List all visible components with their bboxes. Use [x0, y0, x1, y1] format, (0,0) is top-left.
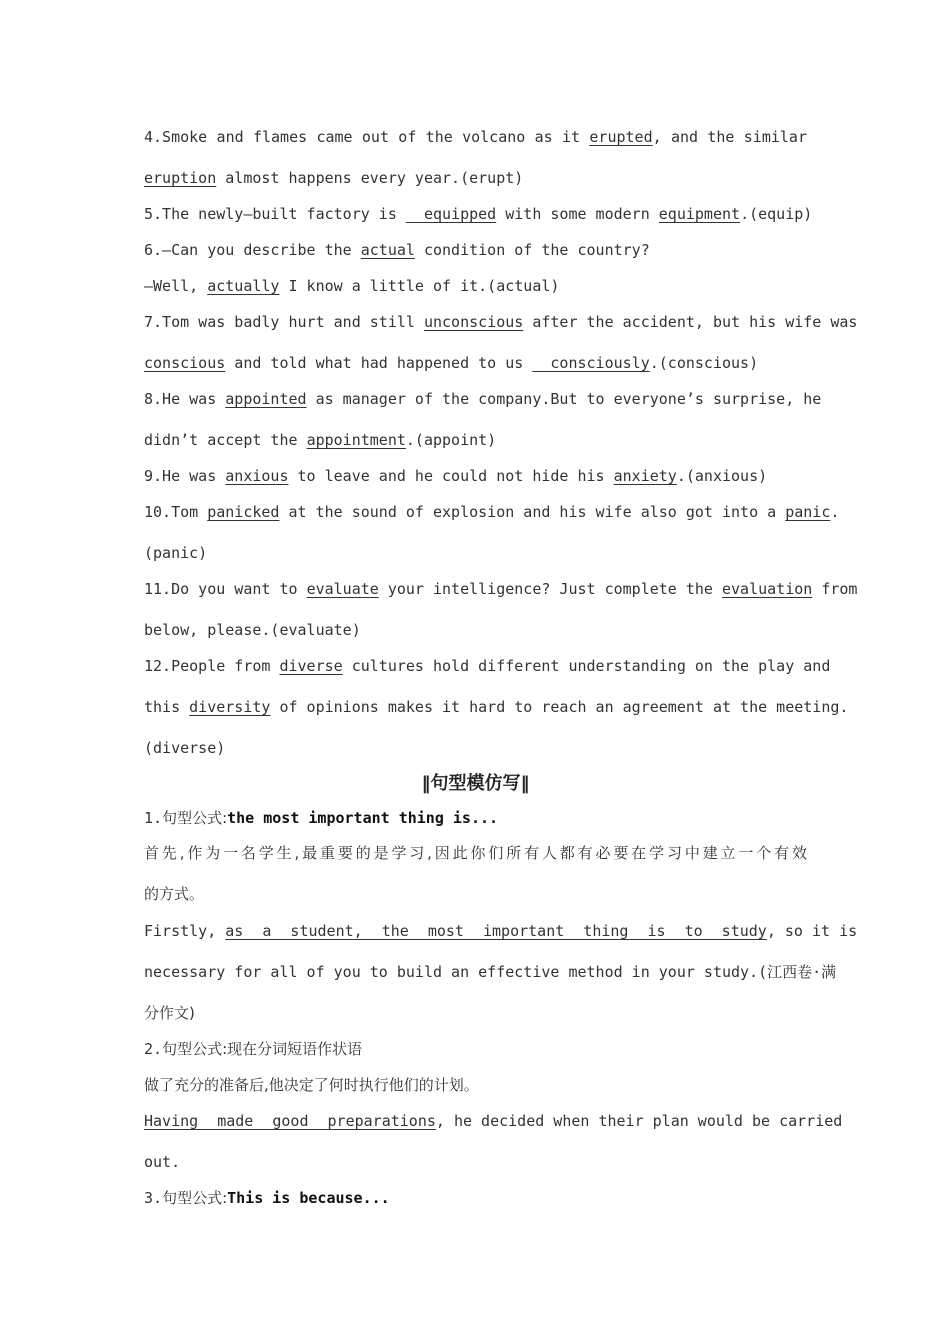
- q6-line-2: —Well, actually I know a little of it.(actual): [144, 277, 560, 295]
- q8-line-1: 8.He was appointed as manager of the company.But to everyone’s surprise, he: [144, 390, 822, 408]
- pattern-3-title: 3.句型公式:This is because...: [144, 1189, 390, 1207]
- answer-blank: diverse: [279, 657, 343, 675]
- q4-line-2: eruption almost happens every year.(erupt): [144, 169, 524, 187]
- answer-blank: appointment: [306, 431, 406, 449]
- pattern-1-title: 1.句型公式:the most important thing is...: [144, 809, 499, 827]
- q7-line-2: conscious and told what had happened to us consciously.(conscious): [144, 354, 759, 372]
- q7-line-1: 7.Tom was badly hurt and still unconscious after the accident, but his wife was: [144, 313, 858, 331]
- answer-blank: anxious: [225, 467, 289, 485]
- pattern-1-en-line-2: necessary for all of you to build an effective method in your study.(江西卷·满: [144, 963, 837, 981]
- answer-blank: as a student, the most important thing is to study: [225, 922, 767, 940]
- answer-blank: actually: [207, 277, 280, 295]
- answer-blank: eruption: [144, 169, 217, 187]
- answer-blank: anxiety: [613, 467, 677, 485]
- answer-blank: erupted: [589, 128, 653, 146]
- answer-blank: evaluate: [306, 580, 379, 598]
- pattern-2-en-line-2: out.: [144, 1153, 181, 1171]
- answer-blank: Having made good preparations: [144, 1112, 436, 1130]
- q10-line-1: 10.Tom panicked at the sound of explosion and his wife also got into a panic.: [144, 503, 840, 521]
- q9-line: 9.He was anxious to leave and he could not hide his anxiety.(anxious): [144, 467, 768, 485]
- answer-blank: actual: [360, 241, 415, 259]
- pattern-2-zh-line: 做了充分的准备后,他决定了何时执行他们的计划。: [144, 1076, 479, 1094]
- pattern-1-zh-line-1: 首先,作为一名学生,最重要的是学习,因此你们所有人都有必要在学习中建立一个有效: [144, 844, 807, 862]
- answer-blank: unconscious: [423, 313, 524, 331]
- answer-blank: equipped: [405, 205, 497, 223]
- pattern-1-zh-line-2: 的方式。: [144, 885, 205, 903]
- q4-line-1: 4.Smoke and flames came out of the volcano as it erupted, and the similar: [144, 128, 807, 146]
- answer-blank: evaluation: [721, 580, 813, 598]
- pattern-1-en-line-1: Firstly, as a student, the most important thing is to study, so it is: [144, 922, 858, 940]
- pattern-2-title: 2.句型公式:现在分词短语作状语: [144, 1040, 363, 1058]
- pattern-2-en-line-1: Having made good preparations, he decided when their plan would be carried: [144, 1112, 843, 1130]
- answer-blank: diversity: [189, 698, 271, 716]
- q5-line: 5.The newly—built factory is equipped with some modern equipment.(equip): [144, 205, 813, 223]
- q12-line-1: 12.People from diverse cultures hold different understanding on the play and: [144, 657, 831, 675]
- q6-line-1: 6.—Can you describe the actual condition of the country?: [144, 241, 650, 259]
- answer-blank: equipment: [658, 205, 741, 223]
- answer-blank: conscious: [144, 354, 226, 372]
- q11-line-2: below, please.(evaluate): [144, 621, 361, 639]
- answer-blank: panicked: [207, 503, 280, 521]
- answer-blank: panic: [785, 503, 831, 521]
- answer-blank: appointed: [225, 390, 307, 408]
- q8-line-2: didn’t accept the appointment.(appoint): [144, 431, 497, 449]
- pattern-1-en-line-3: 分作文): [144, 1004, 195, 1022]
- section-title: ‖句型模仿写‖: [421, 773, 530, 794]
- q10-line-2: (panic): [144, 544, 208, 562]
- q12-line-2: this diversity of opinions makes it hard to reach an agreement at the meeting.: [144, 698, 849, 716]
- answer-blank: consciously: [532, 354, 650, 372]
- q11-line-1: 11.Do you want to evaluate your intelligence? Just complete the evaluation from: [144, 580, 858, 598]
- q12-line-3: (diverse): [144, 739, 226, 757]
